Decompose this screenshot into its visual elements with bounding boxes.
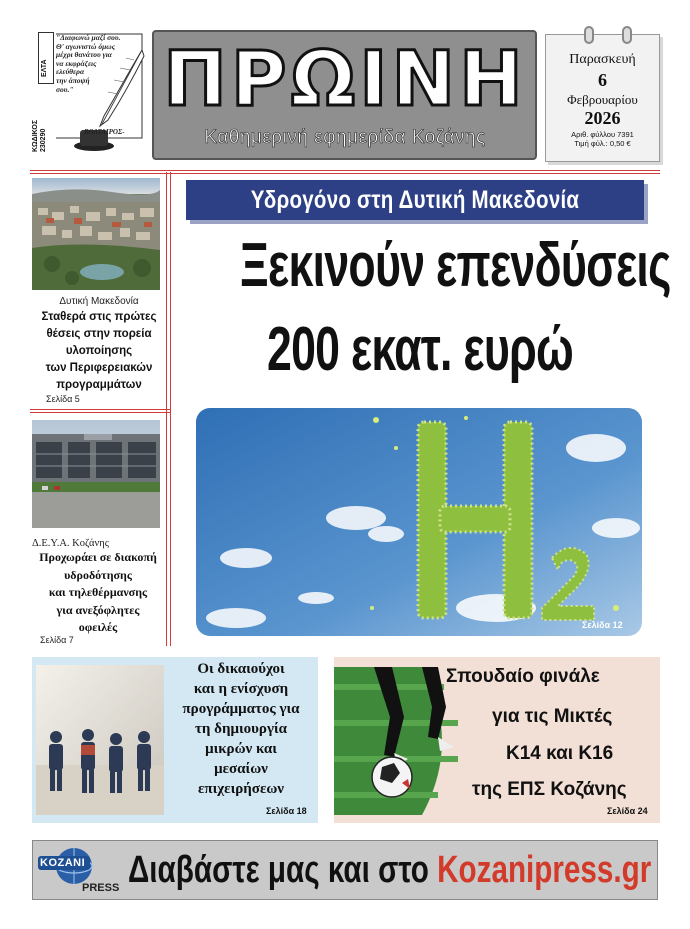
football-headline-line1: Σπουδαίο φινάλε: [446, 666, 600, 687]
hydrogen-h2-image: [196, 408, 642, 636]
business-story-headline: Οι δικαιούχοι και η ενίσχυση προγράμματος για τη δημιουργία μικρών και μεσαίων επιχειρήσεων: [182, 661, 300, 797]
footer-site-link[interactable]: Kozanipress.gr: [437, 849, 652, 891]
footer-tagline[interactable]: [128, 840, 652, 900]
calendar-ring-icon: [622, 26, 632, 44]
date-month: Φεβρουαρίου: [567, 92, 638, 107]
business-figures-image: [36, 665, 164, 815]
top-rule: [30, 173, 660, 174]
story1-headline[interactable]: Σταθερά στις πρώτες θέσεις στην πορεία υλοποίησης των Περιφερειακών προγραμμάτων: [41, 311, 157, 391]
date-weekday: Παρασκευή: [569, 52, 636, 67]
main-story-kicker: Υδρογόνο στη Δυτική Μακεδονία: [250, 186, 580, 214]
football-player-image: [334, 667, 462, 815]
elta-label: ΕΛΤΑ: [41, 59, 48, 77]
left-story-divider: [30, 409, 170, 410]
left-story-divider: [30, 412, 170, 413]
date-year: 2026: [584, 108, 621, 128]
main-headline-line2[interactable]: 200 εκατ. ευρώ: [266, 315, 574, 384]
top-rule: [30, 170, 660, 171]
story2-kicker: Δ.Ε.Υ.Α. Κοζάνης: [32, 538, 109, 549]
issue-price: Τιμή φύλ.: 0,50 €: [574, 139, 631, 148]
business-story-page: Σελίδα 18: [266, 806, 307, 816]
story2-headline[interactable]: Προχωράει σε διακοπή υδροδότησης και τηλεθέρμανσης για ανεξόφλητες οφειλές: [39, 550, 157, 634]
voltaire-quote: "Διαφωνώ μαζί σου. Θ' αγωνιστώ όμως μέχρι θανάτου για να εκφράζεις ελεύθερα την άποψή σου.": [56, 33, 121, 94]
date-day: 6: [598, 70, 607, 90]
kozani-aerial-photo: [32, 178, 160, 290]
logo-text-top: KOZANI: [40, 857, 86, 869]
calendar-ring-icon: [584, 26, 594, 44]
issue-number: Αριθ. φύλλου 7391: [571, 130, 634, 139]
logo-text-bottom: PRESS: [82, 882, 120, 894]
quote-author: ΒΟΛΤΑΙΡΟΣ-: [84, 128, 125, 136]
football-headline-line2: για τις Μικτές: [492, 706, 613, 727]
story1-page: Σελίδα 5: [46, 394, 80, 404]
story2-page: Σελίδα 7: [40, 635, 74, 645]
footer-tagline-text: Διαβάστε μας και στο: [128, 849, 438, 891]
postal-code-label: ΚΩΔΙΚΟΣ: [32, 119, 39, 152]
main-story-page: Σελίδα 12: [582, 620, 623, 630]
newspaper-title: ΠΡΩΙΝΗ: [163, 34, 527, 123]
column-divider: [170, 172, 171, 646]
story1-kicker: Δυτική Μακεδονία: [59, 296, 139, 307]
newspaper-subtitle: Καθημερινή εφημερίδα Κοζάνης: [204, 127, 486, 148]
football-headline-line3: Κ14 και Κ16: [506, 743, 614, 764]
football-story-page: Σελίδα 24: [607, 806, 648, 816]
main-headline-line1[interactable]: Ξεκινούν επενδύσεις: [240, 231, 671, 300]
postal-code: 230290: [40, 128, 47, 152]
deya-building-photo: [32, 420, 160, 528]
football-headline-line4: της ΕΠΣ Κοζάνης: [472, 779, 627, 800]
